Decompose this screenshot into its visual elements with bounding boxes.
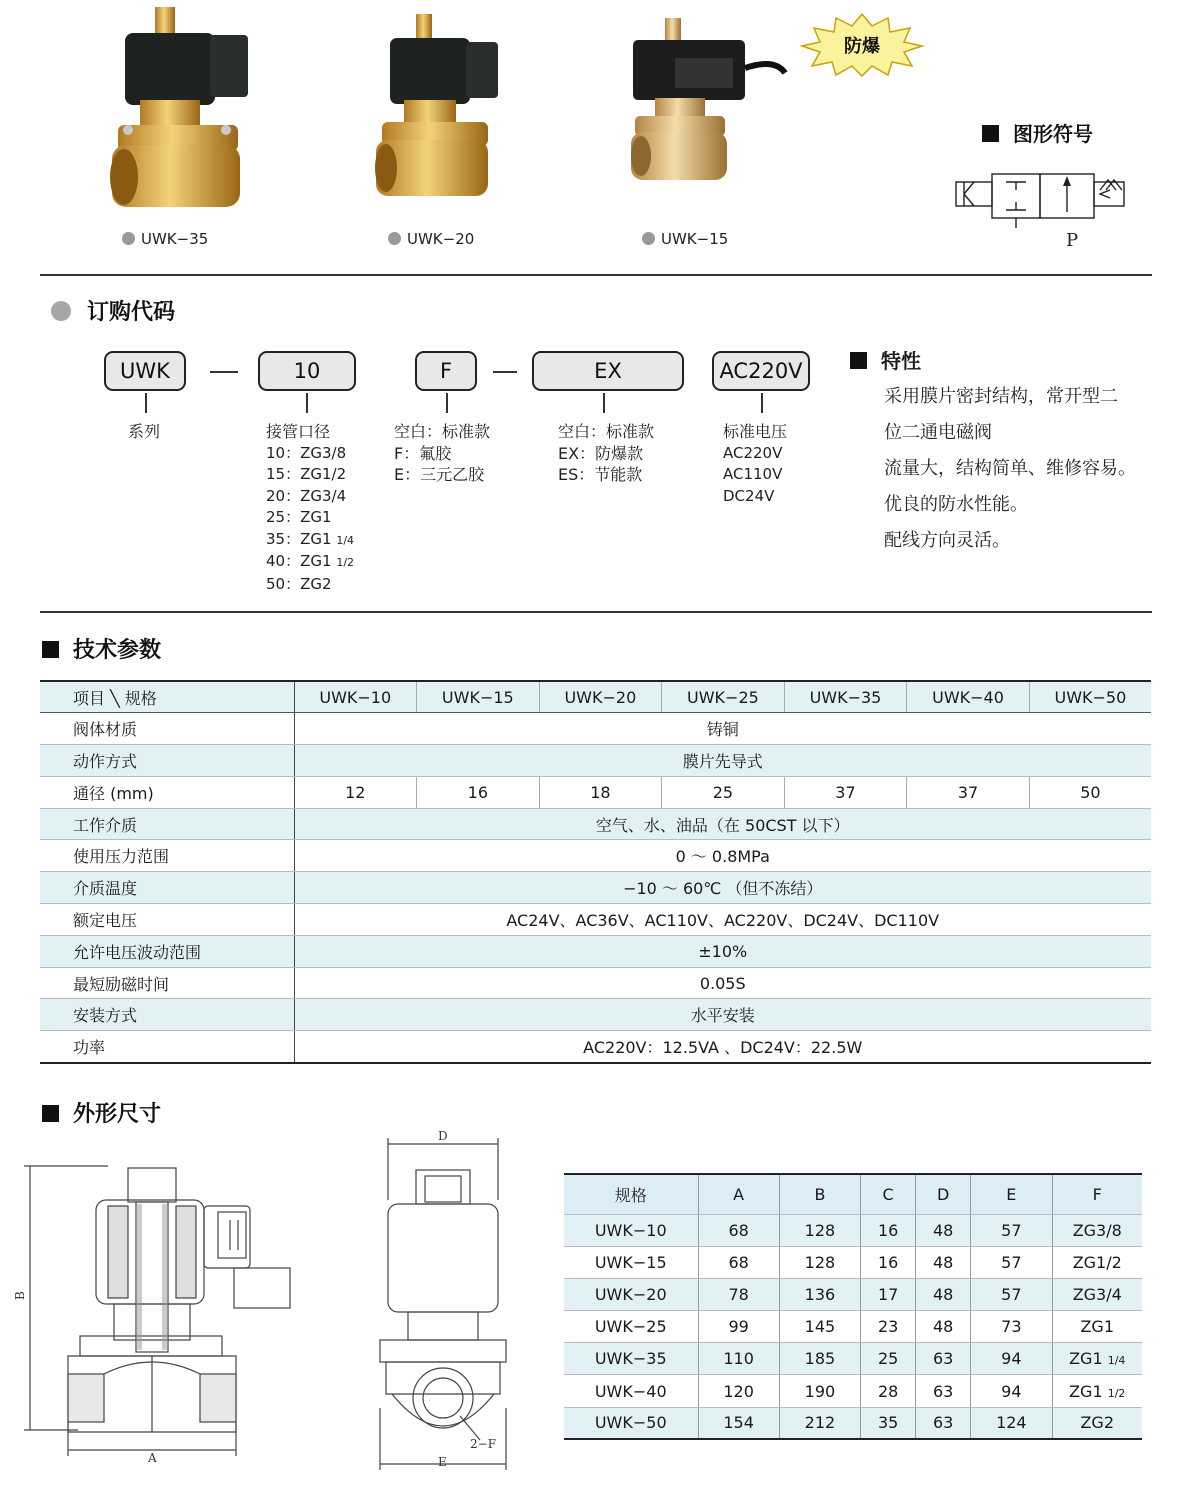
cell: ZG2 xyxy=(1052,1407,1142,1439)
column-header: E xyxy=(971,1174,1052,1214)
row-label: 使用压力范围 xyxy=(40,840,294,872)
row-label: 功率 xyxy=(40,1031,294,1063)
product-caption-uwk15: UWK−15 xyxy=(642,230,728,248)
section-view-drawing xyxy=(13,1160,308,1470)
table-row xyxy=(40,713,1151,745)
row-value: 空气、水、油品（在 50CST 以下） xyxy=(294,808,1151,840)
caption-dot xyxy=(642,232,655,245)
dimensions-table xyxy=(564,1173,1142,1440)
table-row xyxy=(564,1246,1142,1278)
row-value: −10 ～ 60℃ （但不冻结） xyxy=(294,872,1151,904)
seal-option: 空白：标准款 xyxy=(394,422,491,441)
port-label: P xyxy=(1065,230,1079,251)
type-option: EX：防爆款 xyxy=(558,443,644,463)
port-size-title: 接管口径 xyxy=(266,422,331,441)
type-option: 空白：标准款 xyxy=(558,422,655,441)
cell: 57 xyxy=(971,1246,1052,1278)
row-value: 50 xyxy=(1029,776,1151,808)
cell: 17 xyxy=(861,1278,916,1310)
code-box-port: 10 xyxy=(258,351,356,391)
cell: 63 xyxy=(916,1407,971,1439)
row-value: 16 xyxy=(417,776,540,808)
column-header: C xyxy=(861,1174,916,1214)
product-image-uwk20 xyxy=(368,12,508,202)
code-box-series: UWK xyxy=(104,351,186,391)
section-bullet xyxy=(42,1105,59,1122)
voltage-option: AC220V xyxy=(723,443,783,462)
row-label: 安装方式 xyxy=(40,999,294,1031)
cell: 23 xyxy=(861,1311,916,1343)
table-row xyxy=(40,1031,1151,1063)
dim-label-a: A xyxy=(148,1451,157,1465)
cell: 124 xyxy=(971,1407,1052,1439)
row-value: ±10% xyxy=(294,935,1151,967)
product-caption-uwk20: UWK−20 xyxy=(388,230,474,248)
seal-option-list xyxy=(394,421,490,486)
product-image-uwk15 xyxy=(625,18,790,188)
cell: 94 xyxy=(971,1375,1052,1407)
cell: 48 xyxy=(916,1246,971,1278)
column-header: D xyxy=(916,1174,971,1214)
row-value: 12 xyxy=(294,776,417,808)
row-value: AC24V、AC36V、AC110V、AC220V、DC24V、DC110V xyxy=(294,904,1151,936)
series-label: 系列 xyxy=(128,422,161,441)
table-row xyxy=(40,904,1151,936)
cell: 145 xyxy=(779,1311,860,1343)
table-row xyxy=(564,1311,1142,1343)
cell: 16 xyxy=(861,1214,916,1246)
port-size-item: 20：ZG3/4 xyxy=(266,486,347,505)
table-header-row xyxy=(564,1174,1142,1214)
table-row xyxy=(40,935,1151,967)
row-value: 0 ～ 0.8MPa xyxy=(294,840,1151,872)
cell: ZG1/2 xyxy=(1052,1246,1142,1278)
cell: 94 xyxy=(971,1343,1052,1375)
cell: UWK−25 xyxy=(564,1311,698,1343)
caption-dot xyxy=(122,232,135,245)
code-box-voltage: AC220V xyxy=(712,351,810,391)
row-label: 工作介质 xyxy=(40,808,294,840)
tech-params-title: 技术参数 xyxy=(42,633,161,664)
row-value: 25 xyxy=(662,776,785,808)
cell: 35 xyxy=(861,1407,916,1439)
row-value: 膜片先导式 xyxy=(294,745,1151,777)
explosion-proof-badge xyxy=(800,12,925,77)
code-connector xyxy=(145,393,147,413)
cell: 63 xyxy=(916,1375,971,1407)
row-label: 阀体材质 xyxy=(40,713,294,745)
voltage-option: AC110V xyxy=(723,465,783,483)
row-label: 通径 (mm) xyxy=(40,776,294,808)
cell: 120 xyxy=(698,1375,779,1407)
dim-label-e: E xyxy=(438,1455,447,1469)
caption-dot xyxy=(388,232,401,245)
cell: ZG1 1/2 xyxy=(1052,1375,1142,1407)
cell: 128 xyxy=(779,1246,860,1278)
port-size-item: 50：ZG2 xyxy=(266,574,332,593)
port-size-item: 15：ZG1/2 xyxy=(266,465,347,483)
cell: ZG3/4 xyxy=(1052,1278,1142,1310)
tech-params-table xyxy=(40,680,1151,1064)
section-bullet xyxy=(51,301,71,321)
seal-option: E：三元乙胶 xyxy=(394,465,485,484)
cell: 25 xyxy=(861,1343,916,1375)
row-value: 37 xyxy=(907,776,1030,808)
table-row xyxy=(40,999,1151,1031)
model-header: UWK−35 xyxy=(784,681,907,713)
cell: 99 xyxy=(698,1311,779,1343)
row-label: 介质温度 xyxy=(40,872,294,904)
cell: 212 xyxy=(779,1407,860,1439)
model-header: UWK−40 xyxy=(907,681,1030,713)
column-header: F xyxy=(1052,1174,1142,1214)
row-value: 水平安装 xyxy=(294,999,1151,1031)
cell: 68 xyxy=(698,1246,779,1278)
feature-line: 位二通电磁阀 xyxy=(884,422,992,443)
header-label: 项目 ╲ 规格 xyxy=(40,681,294,713)
code-connector xyxy=(603,393,605,413)
dimensions-title: 外形尺寸 xyxy=(42,1097,161,1128)
cell: 185 xyxy=(779,1343,860,1375)
cell: 73 xyxy=(971,1311,1052,1343)
badge-text: 防爆 xyxy=(844,36,880,57)
cell: 110 xyxy=(698,1343,779,1375)
cell: 68 xyxy=(698,1214,779,1246)
column-header: 规格 xyxy=(564,1174,698,1214)
table-header-row xyxy=(40,681,1151,713)
cell: UWK−40 xyxy=(564,1375,698,1407)
cell: 48 xyxy=(916,1214,971,1246)
table-row xyxy=(564,1214,1142,1246)
row-label: 允许电压波动范围 xyxy=(40,935,294,967)
cell: 48 xyxy=(916,1311,971,1343)
feature-line: 采用膜片密封结构，常开型二 xyxy=(884,386,1118,407)
code-box-seal: F xyxy=(415,351,477,391)
row-label: 额定电压 xyxy=(40,904,294,936)
divider xyxy=(40,611,1152,613)
port-size-list xyxy=(266,421,354,595)
port-size-item: 40：ZG1 1/2 xyxy=(266,552,355,570)
table-row xyxy=(40,808,1151,840)
cell: 16 xyxy=(861,1246,916,1278)
section-bullet xyxy=(850,352,867,369)
feature-line: 配线方向灵活。 xyxy=(884,530,1010,551)
order-code-title: 订购代码 xyxy=(51,295,175,326)
cell: UWK−50 xyxy=(564,1407,698,1439)
cell: 57 xyxy=(971,1214,1052,1246)
code-connector xyxy=(446,393,448,413)
row-value: 0.05S xyxy=(294,967,1151,999)
cell: 136 xyxy=(779,1278,860,1310)
model-header: UWK−15 xyxy=(417,681,540,713)
voltage-title: 标准电压 xyxy=(723,422,788,441)
model-header: UWK−20 xyxy=(539,681,662,713)
voltage-option-list xyxy=(723,421,787,507)
row-value: 18 xyxy=(539,776,662,808)
code-box-type: EX xyxy=(532,351,684,391)
cell: UWK−20 xyxy=(564,1278,698,1310)
row-label: 动作方式 xyxy=(40,745,294,777)
cell: 154 xyxy=(698,1407,779,1439)
port-size-item: 10：ZG3/8 xyxy=(266,443,347,462)
cell: 190 xyxy=(779,1375,860,1407)
table-row xyxy=(564,1407,1142,1439)
model-header: UWK−25 xyxy=(662,681,785,713)
row-value: 37 xyxy=(784,776,907,808)
symbol-section-title: 图形符号 xyxy=(982,118,1093,147)
cell: 128 xyxy=(779,1214,860,1246)
type-option-list xyxy=(558,421,654,486)
cell: ZG1 xyxy=(1052,1311,1142,1343)
port-size-item: 25：ZG1 xyxy=(266,508,332,526)
code-dash xyxy=(210,371,238,373)
table-row xyxy=(40,840,1151,872)
side-view-drawing xyxy=(370,1128,520,1473)
table-row xyxy=(564,1375,1142,1407)
features-title: 特性 xyxy=(850,345,921,374)
cell: UWK−35 xyxy=(564,1343,698,1375)
cell: UWK−10 xyxy=(564,1214,698,1246)
cell: 63 xyxy=(916,1343,971,1375)
table-row xyxy=(564,1278,1142,1310)
divider xyxy=(40,274,1152,276)
code-connector xyxy=(306,393,308,413)
cell: 48 xyxy=(916,1278,971,1310)
voltage-option: DC24V xyxy=(723,486,775,505)
model-header: UWK−10 xyxy=(294,681,417,713)
code-dash xyxy=(493,371,517,373)
table-row xyxy=(40,745,1151,777)
cell: 57 xyxy=(971,1278,1052,1310)
row-label: 最短励磁时间 xyxy=(40,967,294,999)
dim-label-f: 2−F xyxy=(470,1437,497,1451)
section-bullet xyxy=(982,125,999,142)
port-size-item: 35：ZG1 1/4 xyxy=(266,529,355,548)
product-caption-uwk35: UWK−35 xyxy=(122,230,208,248)
table-row xyxy=(40,872,1151,904)
cell: UWK−15 xyxy=(564,1246,698,1278)
type-option: ES：节能款 xyxy=(558,465,643,484)
dim-label-b: B xyxy=(13,1291,27,1300)
row-value: 铸铜 xyxy=(294,713,1151,745)
feature-line: 流量大，结构简单、维修容易。 xyxy=(884,458,1136,479)
code-connector xyxy=(761,393,763,413)
column-header: B xyxy=(779,1174,860,1214)
model-header: UWK−50 xyxy=(1029,681,1151,713)
table-row xyxy=(40,776,1151,808)
cell: 78 xyxy=(698,1278,779,1310)
product-image-uwk35 xyxy=(100,5,260,215)
table-row xyxy=(564,1343,1142,1375)
section-bullet xyxy=(42,641,59,658)
valve-symbol-diagram xyxy=(950,168,1130,250)
feature-line: 优良的防水性能。 xyxy=(884,494,1028,515)
cell: ZG1 1/4 xyxy=(1052,1343,1142,1375)
cell: ZG3/8 xyxy=(1052,1214,1142,1246)
seal-option: F：氟胶 xyxy=(394,443,452,463)
dim-label-d: D xyxy=(438,1129,448,1143)
cell: 28 xyxy=(861,1375,916,1407)
row-value: AC220V：12.5VA 、DC24V：22.5W xyxy=(294,1031,1151,1063)
table-row xyxy=(40,967,1151,999)
column-header: A xyxy=(698,1174,779,1214)
